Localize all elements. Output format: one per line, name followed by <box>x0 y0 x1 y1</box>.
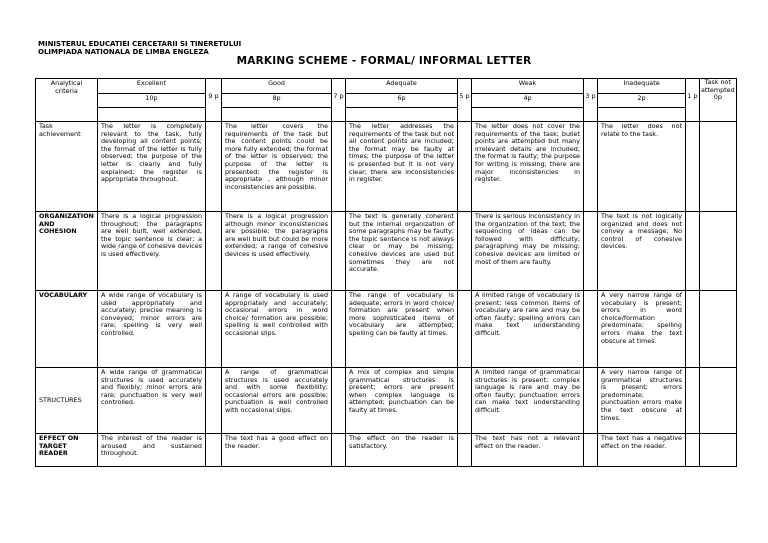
descriptor-inadequate: The text is not logically organized and does not convey a message; No control of cohesive devices. <box>598 212 686 291</box>
descriptor-excellent: The interest of the reader is aroused and sustained throughout. <box>98 434 206 467</box>
descriptor-inadequate: The text has a negative effect on the reader. <box>598 434 686 467</box>
descriptor-adequate: The text is generally coherent but the internal organization of some paragraphs may be faulty; the topic sentence is not always clear or may be missing; cohesive devices are used but sometimes they are not accurate. <box>346 212 458 291</box>
criterion-label: STRUCTURES <box>36 368 98 434</box>
descriptor-weak: There is serious inconsistency in the organization of the text; the sequencing of ideas can be followed with difficulty; paragraphing may be missing; cohesive devices are limited or most of them are faulty. <box>472 212 584 291</box>
descriptor-good: A range of vocabulary is used appropriately and accurately; occasional errors in word choice/ formation are possible; spelling is well controlled with occasional slips. <box>222 291 332 368</box>
descriptor-adequate: The range of vocabulary is adequate; errors in word choice/ formation are present when more sophisticated items of vocabulary are attempted; spelling can be faulty at times. <box>346 291 458 368</box>
row-vocabulary <box>36 291 737 368</box>
descriptor-good: The text has a good effect on the reader. <box>222 434 332 467</box>
criterion-label: EFFECT ON TARGET READER <box>36 434 98 467</box>
row-organization <box>36 212 737 291</box>
page-title: MARKING SCHEME - FORMAL/ INFORMAL LETTER <box>236 55 532 67</box>
level-points-excellent: 10p <box>98 94 206 108</box>
criterion-label: VOCABULARY <box>36 291 98 368</box>
descriptor-good: There is a logical progression although minor inconsistencies are possible; the paragraphs are well built but could be more extended; a range of cohesive devices is used effectively. <box>222 212 332 291</box>
row-effect-on-reader <box>36 434 737 467</box>
header-row-points <box>36 94 737 108</box>
descriptor-good: A range of grammatical structures is used accurately and with some flexibility; occasional errors are possible; punctuation is well controlled with occasional slips. <box>222 368 332 434</box>
ministry-name: MINISTERUL EDUCATIEI CERCETARII SI TINERETULUI <box>38 40 242 48</box>
descriptor-weak: The letter does not cover the requirements of the task; bullet points are attempted but many irrelevant details are included; the format is faulty; the purpose for writing is missing; there are major inconsistencies in register. <box>472 122 584 212</box>
between-score-1: 1 p <box>686 79 700 122</box>
descriptor-weak: A limited range of grammatical structures is present; complex language is rare and may be often faulty; punctuation errors can make text understanding difficult. <box>472 368 584 434</box>
descriptor-inadequate: A very narrow range of vocabulary is present; errors in word choice/formation predominate; spelling errors make the text obscure at times. <box>598 291 686 368</box>
level-points-weak: 4p <box>472 94 584 108</box>
level-name-weak: Weak <box>472 79 584 94</box>
level-points-adequate: 6p <box>346 94 458 108</box>
descriptor-weak: A limited range of vocabulary is present; less common items of vocabulary are rare and may be often faulty; spelling errors can make text understanding difficult. <box>472 291 584 368</box>
criteria-header: Analytical criteria <box>36 79 98 122</box>
row-structures <box>36 368 737 434</box>
level-points-good: 8p <box>222 94 332 108</box>
descriptor-good: The letter covers the requirements of the task but the content points could be more fully extended; the format of the letter is observed; the purpose of the letter is presented; the register is appropriate , although minor inconsistencies are possible. <box>222 122 332 212</box>
descriptor-adequate: The effect on the reader is satisfactory. <box>346 434 458 467</box>
olympiad-name: OLIMPIADA NATIONALA DE LIMBA ENGLEZA <box>38 48 209 56</box>
marking-table <box>35 78 737 467</box>
row-task-achievement <box>36 122 737 212</box>
criterion-label: ORGANIZATION AND COHESION <box>36 212 98 291</box>
level-name-good: Good <box>222 79 332 94</box>
descriptor-inadequate: The letter does not relate to the task. <box>598 122 686 212</box>
between-score-7: 7 p <box>332 79 346 122</box>
descriptor-inadequate: A very narrow range of grammatical structures is present; errors predominate; punctuation errors make the text obscure at times. <box>598 368 686 434</box>
between-score-5: 5 p <box>458 79 472 122</box>
between-score-3: 3 p <box>584 79 598 122</box>
descriptor-weak: The text has not a relevant effect on the reader. <box>472 434 584 467</box>
level-points-inadequate: 2p <box>598 94 686 108</box>
level-name-adequate: Adequate <box>346 79 458 94</box>
descriptor-excellent: There is a logical progression throughout; the paragraphs are well built, well extended, the topic sentence is clear; a wide range of cohesive devices is used effectively. <box>98 212 206 291</box>
header-row-names <box>36 79 737 94</box>
descriptor-excellent: A wide range of vocabulary is used appropriately and accurately; precise meaning is conveyed; minor errors are rare; spelling is very well controlled. <box>98 291 206 368</box>
header-row-spacer <box>36 108 737 122</box>
level-name-inadequate: Inadequate <box>598 79 686 94</box>
descriptor-adequate: The letter addresses the requirements of the task but not all content points are included; the format may be faulty at times; the purpose of the letter is presented but it is not very clear; there are inconsistencies in register. <box>346 122 458 212</box>
not-attempted-header: Task not attempted 0p <box>700 79 737 122</box>
criterion-label: Task achievement <box>36 122 98 212</box>
between-score-9: 9 p <box>206 79 222 122</box>
level-name-excellent: Excellent <box>98 79 206 94</box>
descriptor-excellent: A wide range of grammatical structures is used accurately and flexibly; minor errors are rare; punctuation is very well controlled. <box>98 368 206 434</box>
descriptor-adequate: A mix of complex and simple grammatical structures is present; errors are present when complex language is attempted; punctuation can be faulty at times. <box>346 368 458 434</box>
descriptor-excellent: The letter is completely relevant to the task, fully developing all content points; the format of the letter is fully observed; the purpose of the letter is clearly and fully explained; the register is appropriate throughout. <box>98 122 206 212</box>
